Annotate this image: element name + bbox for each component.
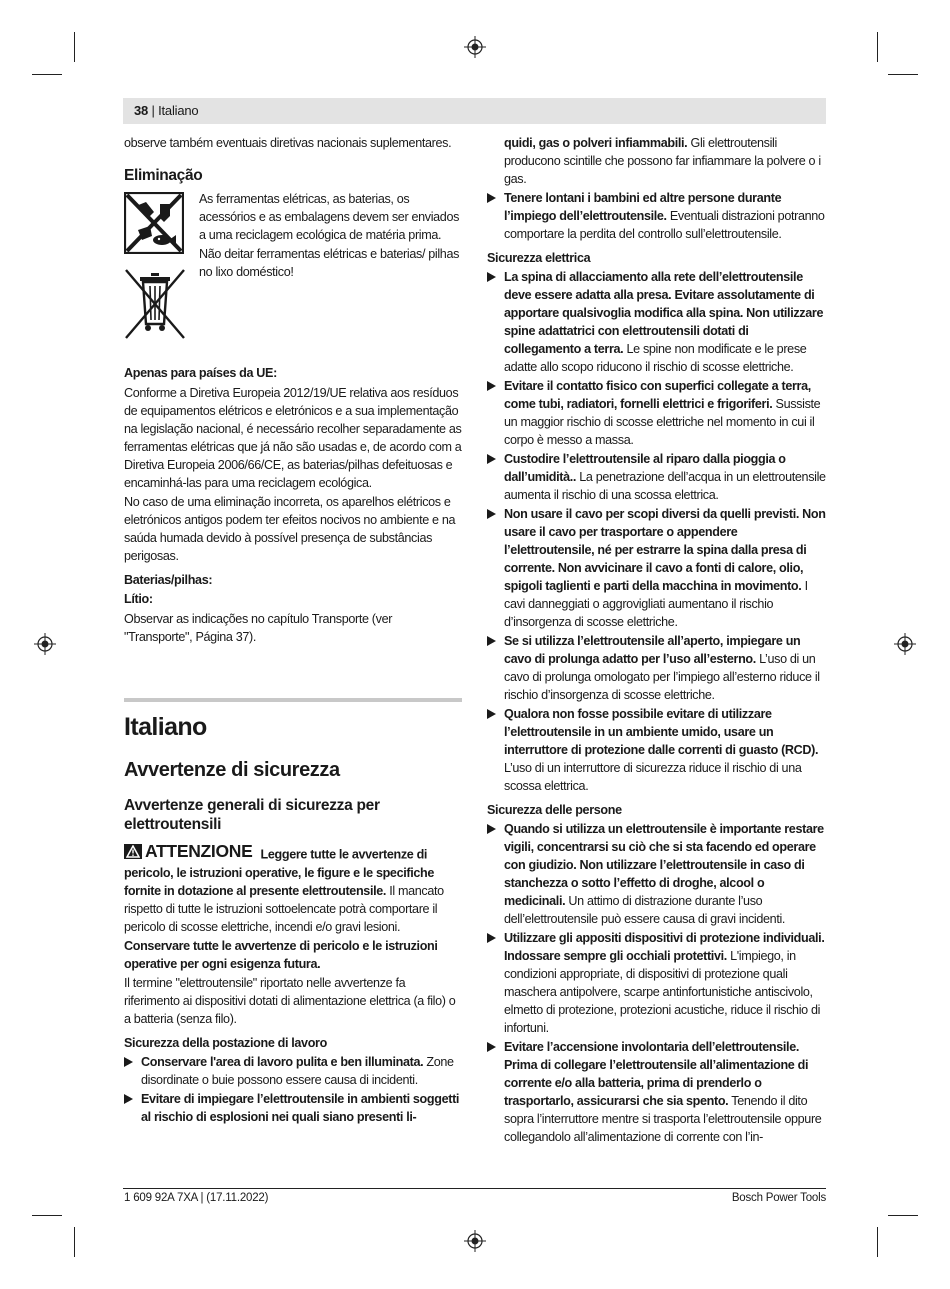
left-column — [124, 134, 462, 1126]
list-item-bold: Conservare l'area di lavoro pulita e ben illuminata. — [141, 1054, 424, 1069]
registration-mark-icon — [34, 633, 56, 655]
eu-heading: Apenas para países da UE: — [124, 366, 277, 380]
keep-instructions: Conservare tutte le avvertenze di pericolo e le istruzioni operative per ogni esigenza futura. — [124, 938, 438, 971]
list-item — [487, 632, 826, 704]
list-item — [487, 377, 826, 449]
list-item-bold: Tenere lontani i bambini ed altre persone durante l’impiego dell’elettroutensile. — [504, 191, 782, 223]
intro-text: observe também eventuais diretivas nacionais suplementares. — [124, 136, 452, 150]
list-item-text: L'impiego, in condizioni appropriate, di dispositivi di protezione quali maschera antipolvere, scarpe antinfortunistiche antiscivolo, elmetto di protezione, protezioni acustiche, riduce il rischio di infortuni. — [504, 949, 821, 1035]
header-language: Italiano — [158, 103, 199, 118]
list-item-text: L’uso di un cavo di prolunga omologato per l’impiego all’esterno riduce il rischio d’insorgenza di scosse elettriche. — [504, 652, 820, 702]
bullet-icon — [487, 193, 496, 203]
crossed-bin-icon — [124, 268, 186, 340]
bullet-icon — [487, 933, 496, 943]
list-item-continuation — [487, 134, 826, 188]
list-item-bold: Custodire l’elettroutensile al riparo dalla pioggia o dall’umidità.. — [504, 452, 786, 484]
warning-bold-text: Leggere tutte le avvertenze di pericolo, le istruzioni operative, le figure e le specifiche fornite in dotazione al presente elettroutensile. — [124, 847, 435, 898]
eu-text-2: No caso de uma eliminação incorreta, os aparelhos elétricos e eletrónicos antigos podem ter efeitos nocivos no ambiente e na saúda humada devido à possível presença de substâncias perigosas. — [124, 495, 456, 563]
bullet-icon — [487, 709, 496, 719]
list-item-bold: Evitare di impiegare l’elettroutensile in ambienti soggetti al rischio di esplosioni nei quali siano presenti li- — [141, 1091, 460, 1124]
list-item — [124, 1090, 462, 1126]
bullet-icon — [487, 381, 496, 391]
crop-mark — [32, 74, 62, 75]
electric-safety-heading: Sicurezza elettrica — [487, 251, 591, 265]
page-header — [134, 103, 198, 119]
list-item-bold: Qualora non fosse possibile evitare di utilizzare l’elettroutensile in un ambiente umido, usare un interruttore di protezione dalle correnti di guasto (RCD). — [504, 707, 819, 757]
list-item-bold: Non usare il cavo per scopi diversi da quelli previsti. Non usare il cavo per trasportare o appendere l’elettroutensile, né per estrarre la spina dalla presa di corrente. Non avvicinare il cavo a fonti di calore, olio, spigoli taglienti e parti della macchina in movimento. — [504, 507, 826, 593]
bullet-icon — [487, 454, 496, 464]
list-item — [487, 1038, 826, 1146]
warning-paragraph — [124, 841, 462, 936]
list-item — [487, 505, 826, 631]
list-item-bold: Utilizzare gli appositi dispositivi di protezione individuali. Indossare sempre gli occhiali protettivi. — [504, 931, 825, 963]
list-item-text: Eventuali distrazioni potranno comportare la perdita del controllo sull’elettroutensile. — [504, 209, 825, 241]
list-item-bold: Evitare l’accensione involontaria dell’elettroutensile. Prima di collegare l’elettroutensile all’alimentazione di corrente e/o alla batteria, prima di prenderlo o trasportarlo, assicurarsi che sia spento. — [504, 1040, 809, 1108]
personal-safety-heading: Sicurezza delle persone — [487, 803, 622, 817]
warning-text: Il mancato rispetto di tutte le istruzioni sottoelencate potrà comportare il pericolo di scosse elettriche, incendi e/o gravi lesioni. — [124, 883, 444, 934]
crop-mark — [32, 1215, 62, 1216]
disposal-warning: Não deitar ferramentas elétricas e baterias/ pilhas no lixo doméstico! — [199, 247, 460, 279]
list-item — [487, 450, 826, 504]
disposal-paragraph: As ferramentas elétricas, as baterias, os acessórios e as embalagens devem ser enviados a uma reciclagem ecológica de matéria prima. — [199, 192, 460, 242]
eu-text: Conforme a Diretiva Europeia 2012/19/UE relativa aos resíduos de equipamentos elétricos e eletrónicos e a sua implementação na legislação nacional, é necessário recolher separadamente as ferramentas elétricas que já não são usadas e, de acordo com a Diretiva Europeia 2006/66/CE, as baterias/pilhas defeituosas e encaminhá-las para uma reciclagem ecológica. — [124, 386, 462, 490]
recycling-symbol-icon — [124, 192, 184, 254]
list-item-text: Zone disordinate o buie possono essere causa di incidenti. — [141, 1054, 454, 1087]
list-item-text: Le spine non modificate e le prese adatte allo scopo riducono il rischio di scosse elettriche. — [504, 342, 807, 374]
batteries-heading: Baterias/pilhas: — [124, 573, 213, 587]
registration-mark-icon — [464, 1230, 486, 1252]
bullet-icon — [487, 824, 496, 834]
section-title: Italiano — [124, 713, 207, 741]
footer-doc-code: 1 609 92A 7XA | (17.11.2022) — [124, 1192, 269, 1204]
list-item-bold: Quando si utilizza un elettroutensile è importante restare vigili, concentrarsi su ciò che si sta facendo ed operare con giudizio. Non utilizzare l’elettroutensile in caso di stanchezza o sotto l’effetto di droghe, alcool o medicinali. — [504, 822, 824, 908]
bullet-icon — [124, 1094, 133, 1104]
list-item-text: Un attimo di distrazione durante l’uso dell’elettroutensile può essere causa di gravi incidenti. — [504, 894, 786, 926]
bullet-icon — [487, 272, 496, 282]
disposal-block — [124, 190, 462, 358]
list-item-text: Sussiste un maggior rischio di scosse elettriche nel momento in cui il corpo è messo a massa. — [504, 397, 821, 447]
term-definition: Il termine "elettroutensile" riportato nelle avvertenze fa riferimento ai dispositivi dotati di alimentazione elettrica (a filo) o a batteria (senza filo). — [124, 975, 456, 1026]
workplace-heading: Sicurezza della postazione di lavoro — [124, 1035, 327, 1050]
section-divider — [124, 698, 462, 702]
lithium-heading: Lítio: — [124, 592, 153, 606]
registration-mark-icon — [464, 36, 486, 58]
list-item-text: Tenendo il dito sopra l’interruttore mentre si trasporta l’elettroutensile oppure collegandolo all’alimentazione di corrente con l’in- — [504, 1094, 822, 1144]
general-warnings-title: Avvertenze generali di sicurezza per elettroutensili — [124, 797, 380, 833]
crop-mark — [74, 1227, 75, 1257]
disposal-heading: Eliminação — [124, 167, 203, 184]
footer-brand: Bosch Power Tools — [731, 1192, 826, 1204]
registration-mark-icon — [894, 633, 916, 655]
list-item — [487, 705, 826, 795]
crop-mark — [877, 1227, 878, 1257]
crop-mark — [888, 1215, 918, 1216]
warning-triangle-icon — [124, 844, 142, 859]
right-column — [487, 134, 826, 1146]
crop-mark — [74, 32, 75, 62]
bullet-icon — [487, 1042, 496, 1052]
list-item-text: I cavi danneggiati o aggrovigliati aumentano il rischio d’insorgenza di scosse elettriche. — [504, 579, 808, 629]
header-separator: | — [151, 103, 155, 118]
list-item — [487, 820, 826, 928]
page-number: 38 — [134, 103, 149, 118]
lithium-text: Observar as indicações no capítulo Transporte (ver "Transporte", Página 37). — [124, 612, 393, 644]
list-item-bold: quidi, gas o polveri infiammabili. — [504, 136, 688, 150]
list-item — [124, 1053, 462, 1089]
list-item-text: L’uso di un interruttore di sicurezza riduce il rischio di una scossa elettrica. — [504, 761, 802, 793]
list-item-bold: Se si utilizza l’elettroutensile all’aperto, impiegare un cavo di prolunga adatto per l’uso all’esterno. — [504, 634, 801, 666]
disposal-text — [199, 190, 462, 281]
list-item-text: La penetrazione dell’acqua in un elettroutensile aumenta il rischio di una scossa elettrica. — [504, 470, 826, 502]
crop-mark — [888, 74, 918, 75]
footer-divider — [123, 1188, 826, 1189]
safety-title: Avvertenze di sicurezza — [124, 759, 340, 781]
list-item — [487, 189, 826, 243]
warning-badge — [124, 841, 253, 861]
warning-label: ATTENZIONE — [145, 841, 253, 861]
list-item-bold: Evitare il contatto fisico con superfici collegate a terra, come tubi, radiatori, fornelli elettrici e frigoriferi. — [504, 379, 811, 411]
list-item — [487, 929, 826, 1037]
list-item — [487, 268, 826, 376]
list-item-bold: La spina di allacciamento alla rete dell’elettroutensile deve essere adatta alla presa. Evitare assolutamente di apportare qualsivoglia modifica alla spina. Non utilizzare spine adattatrici con elettroutensili dotati di collegamento a terra. — [504, 270, 824, 356]
bullet-icon — [487, 509, 496, 519]
bullet-icon — [124, 1057, 133, 1067]
page-header-band — [123, 98, 826, 124]
crop-mark — [877, 32, 878, 62]
list-item-text: Gli elettroutensili producono scintille che possono far infiammare la polvere o i gas. — [504, 136, 821, 186]
bullet-icon — [487, 636, 496, 646]
